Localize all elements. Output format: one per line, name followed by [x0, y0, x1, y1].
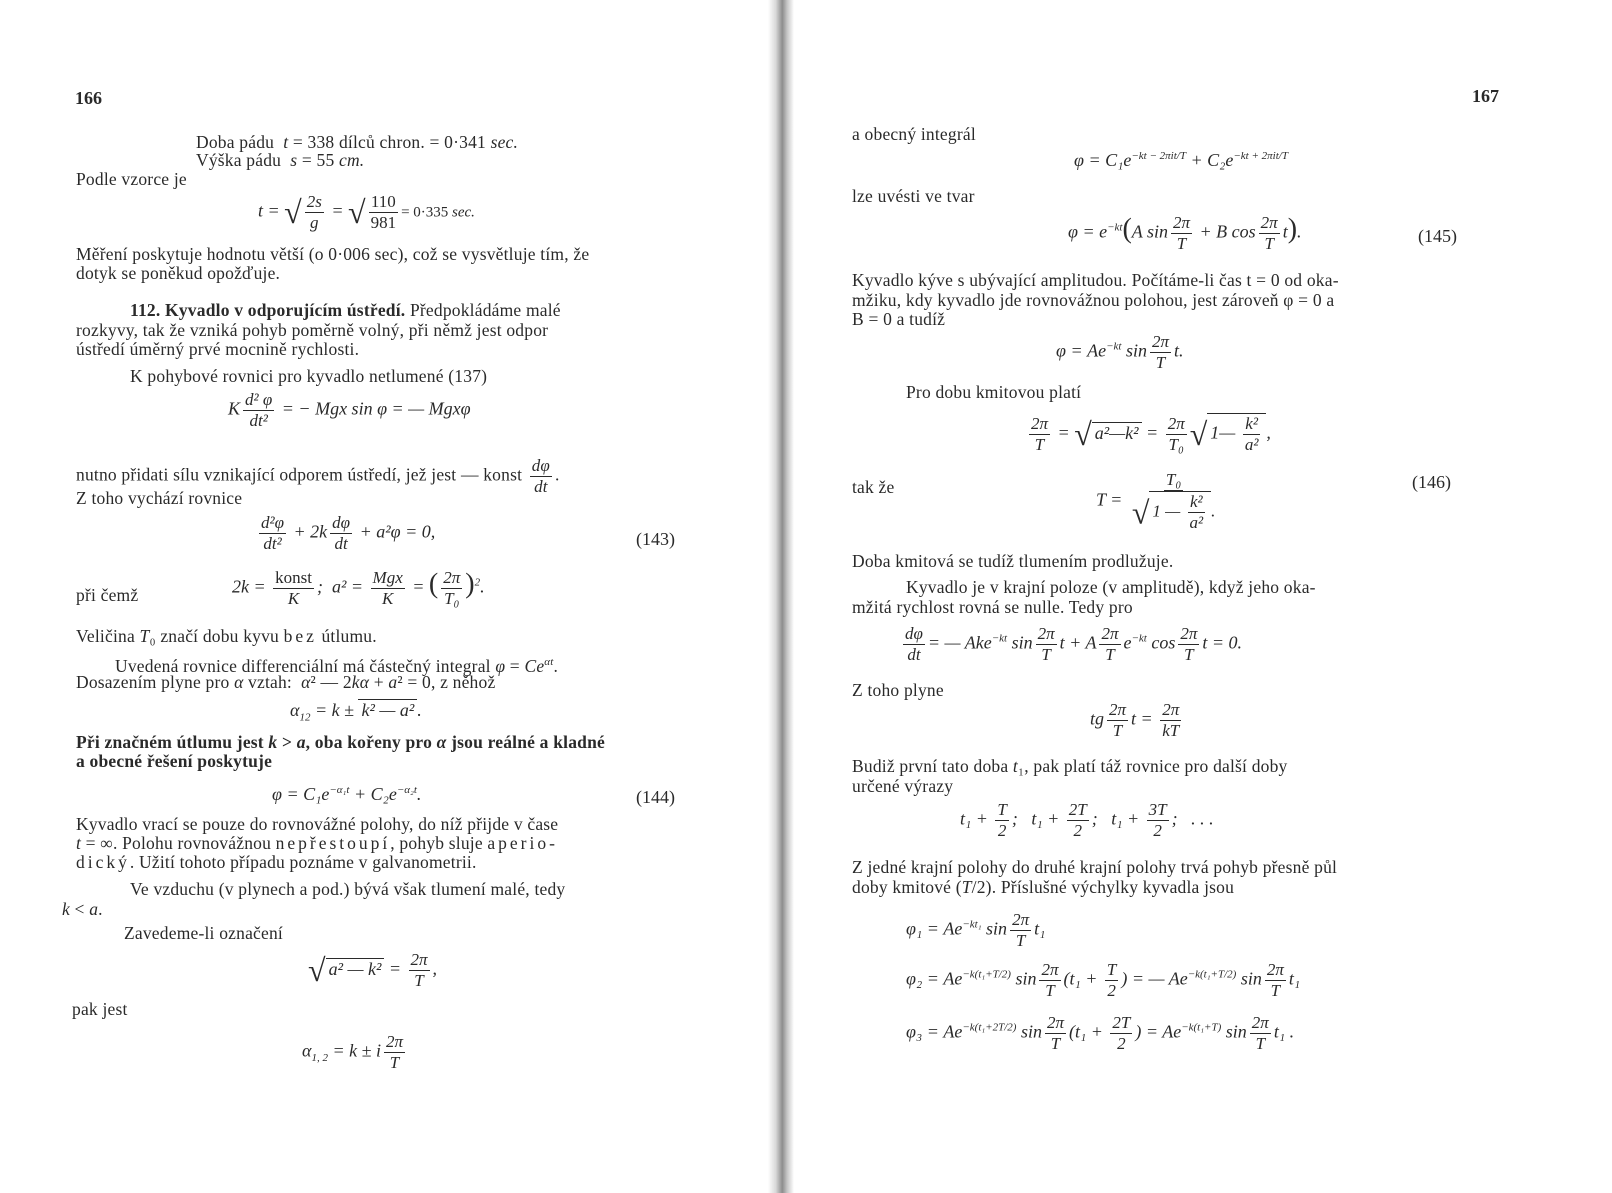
section-intro: Předpokládáme malé	[409, 300, 561, 320]
equation-alpha-complex: $\alpha_{1, 2} = k \pm i$ $\frac{2\pi}{T}$	[302, 1032, 403, 1072]
equation-number-146: (146)	[1412, 472, 1451, 492]
paragraph-strong-damping-2: a obecné řešení poskytuje	[76, 751, 273, 771]
fall-height-line: Výška pádu s = 55 cm.	[196, 150, 365, 170]
paragraph-air-1: Ve vzduchu (v plynech a pod.) bývá však tlumení malé, tedy	[130, 879, 566, 899]
paragraph-resistance: nutno přidati sílu vznikající odporem ústředí, jež jest — konst $\frac{d\varphi}{dt}$ .	[76, 456, 560, 496]
equation-sqrt: √ a² — k² = $\frac{2\pi}{T}$ ,	[308, 950, 438, 990]
paragraph-damping-3: ústředí úměrný prvé mocnině rychlosti.	[76, 339, 360, 359]
equation-alpha: $\alpha_{12} = k \pm k^2$ — a² .	[290, 700, 422, 724]
paragraph-strong-damping-1: Při značném útlumu jest k > a, oba kořeny pro α jsou reálné a kladné	[76, 732, 605, 752]
paragraph-motion-eq: K pohybové rovnici pro kyvadlo netlumené (137)	[130, 366, 488, 386]
equation-fall-time: t = √ $\frac{2s}{g}$ = √ $\frac{110}{981}$ = 0·335 sec.	[258, 192, 475, 232]
equation-144: $\varphi = C_1e^{-\alpha_1t} + C_2e^{-\alpha_2t}$.	[272, 784, 422, 804]
paragraph-return-1: Kyvadlo vrací se pouze do rovnovážné polohy, do níž přijde v čase	[76, 814, 559, 834]
formula-intro: Podle vzorce je	[76, 169, 187, 189]
paragraph-from-this: Z toho plyne	[852, 680, 944, 700]
equation-phi-2: $\varphi_2 = Ae^{-k(t_1+T/2)}$ sin $\frac{2\pi}{T}$ (t₁ + $\frac{T}{2}$ ) = — $Ae^{-k(t_1+T/2)}$ sin $\frac{2\pi}{T}$ t₁	[906, 960, 1301, 1000]
equation-velocity: $\frac{d\varphi}{dt}$ = — Ake$^{-kt}$ sin $\frac{2\pi}{T}$ t + A $\frac{2\pi}{T}$ $e^{-kt}$ cos $\frac{2\pi}{T}$ t = 0.	[905, 624, 1243, 664]
paragraph-t0: Veličina T₀ značí dobu kyvu bez útlumu.	[76, 626, 377, 646]
paragraph-extreme-2: mžitá rychlost rovná se nulle. Tedy pro	[852, 597, 1133, 617]
paragraph-measurement-1: Měření poskytuje hodnotu větší (o 0·006 sec), což se vysvětluje tím, že	[76, 244, 590, 264]
left-page	[0, 0, 790, 1193]
paragraph-measurement-2: dotyk se poněkud opožďuje.	[76, 263, 281, 283]
paragraph-so-that: tak že	[852, 477, 895, 497]
right-page	[790, 0, 1612, 1193]
fall-time-line: Doba pádu t = 338 dílců chron. = 0·341 sec.	[196, 132, 519, 152]
equation-number-143: (143)	[636, 529, 675, 549]
equation-number-144: (144)	[636, 787, 675, 807]
equation-145: $\varphi = e^{-kt}(A$ sin $\frac{2\pi}{T}$ + B cos $\frac{2\pi}{T}$ t).	[1068, 213, 1302, 253]
paragraph-prolonged: Doba kmitová se tudíž tlumením prodlužuje.	[852, 551, 1174, 571]
section-heading	[130, 301, 561, 320]
paragraph-air-2: k < a.	[62, 899, 103, 919]
paragraph-where: při čemž	[76, 585, 139, 605]
equation-phi-1: $\varphi_1 = Ae^{-kt_1}$ sin $\frac{2\pi}{T}$ t₁	[906, 910, 1046, 950]
paragraph-first-time-2: určené výrazy	[852, 776, 954, 796]
equation-137: K $\frac{\text{d² φ}}{\text{dt²}}$ = − Mgx sin φ = — Mgxφ	[228, 390, 471, 430]
equation-146-bottom: T = T₀ √ 1 — $\frac{\text{k²}}{\text{a²}}$ .	[1096, 470, 1216, 532]
paragraph-amplitude-2: mžiku, kdy kyvadlo jde rovnovážnou polohou, jest zároveň φ = 0 a	[852, 290, 1335, 310]
paragraph-return-2: t = ∞. Polohu rovnovážnou nepřestoupí, pohyb sluje aperio-	[76, 833, 558, 853]
page-number-right: 167	[1472, 86, 1499, 106]
paragraph-damping-2: rozkyvy, tak že vzniká pohyb poměrně volný, při němž jest odpor	[76, 320, 549, 340]
paragraph-then: pak jest	[72, 999, 128, 1019]
paragraph-integral-2: Dosazením plyne pro α vztah: α² — 2kα + a² = 0, z něhož	[76, 672, 496, 692]
paragraph-extreme-1: Kyvadlo je v krajní poloze (v amplitudě), když jeho oka-	[906, 577, 1316, 597]
paragraph-half-period-1: Z jedné krajní polohy do druhé krajní polohy trvá pohyb přesně půl	[852, 857, 1338, 877]
paragraph-half-period-2: doby kmitové (T/2). Příslušné výchylky kyvadla jsou	[852, 877, 1235, 897]
paragraph-period: Pro dobu kmitovou platí	[906, 382, 1082, 402]
equation-phi-3: $\varphi_3 = Ae^{-k(t_1+2T/2)}$ sin $\frac{2\pi}{T}$ (t₁ + $\frac{2T}{2}$ ) = $Ae^{-k(t_1+T)}$ sin $\frac{2\pi}{T}$ t₁ .	[906, 1013, 1295, 1053]
equation-number-145: (145)	[1418, 226, 1457, 246]
paragraph-amplitude-3: B = 0 a tudíž	[852, 309, 946, 329]
paragraph-first-time-1: Budiž první tato doba t₁, pak platí táž rovnice pro další doby	[852, 756, 1288, 776]
paragraph-equation-intro: Z toho vychází rovnice	[76, 488, 243, 508]
equation-phi-sin: $\varphi = Ae^{-kt}$ sin $\frac{2\pi}{T}$ t.	[1056, 332, 1184, 372]
page-number-left: 166	[75, 88, 102, 108]
paragraph-notation: Zavedeme-li označení	[124, 923, 283, 943]
paragraph-return-3: dický. Užití tohoto případu poznáme v galvanometrii.	[76, 852, 477, 872]
paragraph-integral-1: Uvedená rovnice differenciální má částečný integral $\varphi = Ce^{\alpha t}$.	[115, 655, 559, 676]
paragraph-general-integral: a obecný integrál	[852, 124, 976, 144]
equation-tangent: tg $\frac{2\pi}{T}$ t = $\frac{2\pi}{kT}$	[1090, 700, 1180, 740]
paragraph-amplitude-1: Kyvadlo kýve s ubývající amplitudou. Počítáme-li čas t = 0 od oka-	[852, 270, 1339, 290]
section-title: 112. Kyvadlo v odporujícím ústředí.	[130, 300, 406, 320]
equation-times: t₁ + $\frac{T}{2}$ ; t₁ + $\frac{2T}{2}$ ; t₁ + $\frac{3T}{2}$ ; . . .	[960, 800, 1214, 840]
equation-146-top: $\frac{2\pi}{T}$ = √ a²—k² = $\frac{2\pi}{\text{T₀}}$ √ 1— $\frac{\text{k²}}{\text{a²}}$ ,	[1031, 414, 1271, 454]
equation-general-integral: $\varphi = C_1e^{-kt - 2\pi it/T} + C_2e^{-kt + 2\pi it/T}$	[1074, 150, 1288, 170]
paragraph-form: lze uvésti ve tvar	[852, 186, 975, 206]
equation-definitions: 2k = $\frac{\text{konst}}{K}$ ; a² = $\frac{\text{Mgx}}{K}$ = ( $\frac{2\pi}{\text{T₀}}$ )$^2$.	[232, 568, 485, 608]
equation-143: $\frac{\text{d²φ}}{\text{dt²}}$ + 2k $\frac{d\varphi}{dt}$ + a²φ = 0,	[261, 513, 436, 553]
